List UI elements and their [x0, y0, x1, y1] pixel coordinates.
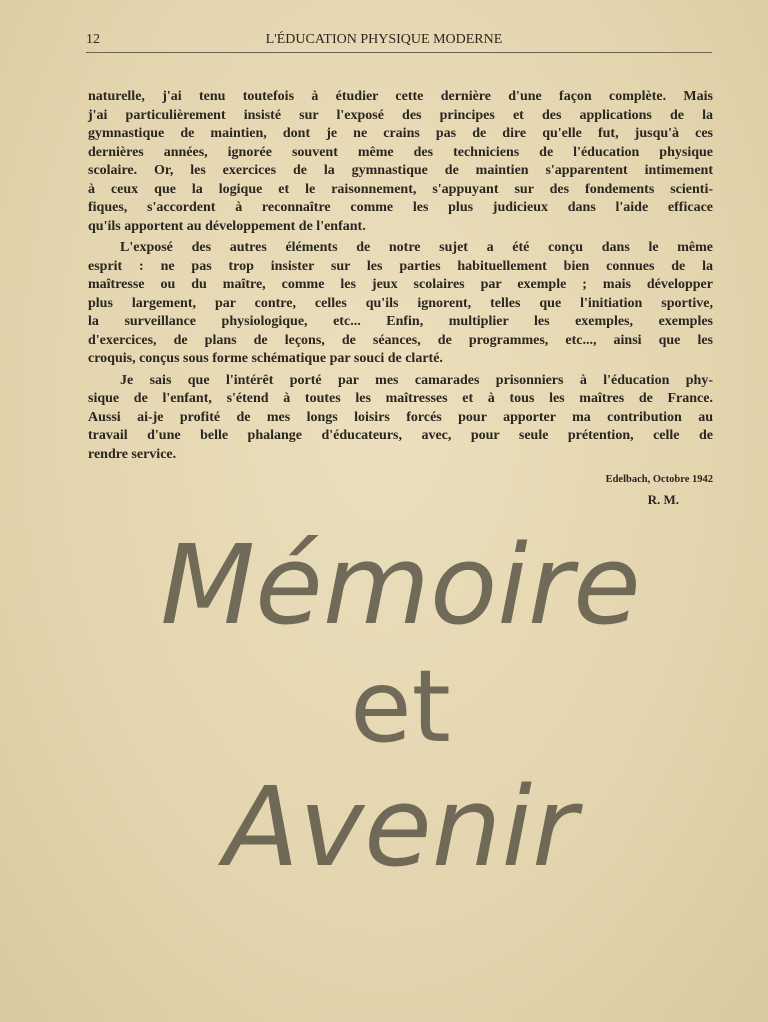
text-line: croquis, conçus sous forme schématique par souci de clarté.: [88, 351, 443, 366]
text-line: scolaire. Or, les exercices de la gymnastique de maintien s'apparentent intimement: [88, 163, 713, 178]
text-line: plus largement, par contre, celles qu'ils ignorent, telles que l'initiation sportive,: [88, 295, 713, 311]
text-line: travail d'une belle phalange d'éducateurs, avec, pour seule prétention, celle de: [88, 428, 713, 443]
signature-initials: R. M.: [647, 492, 679, 507]
text-line: d'exercices, de plans de leçons, de séances, de programmes, etc..., ainsi que les: [88, 332, 713, 348]
text-line: la surveillance physiologique, etc... Enfin, multiplier les exemples, exemples: [88, 314, 713, 329]
watermark-memoire: Mémoire: [160, 521, 641, 649]
text-line: qu'ils apportent au développement de l'enfant.: [88, 218, 366, 234]
header-rule: [86, 52, 712, 53]
text-line: Aussi ai-je profité de mes longs loisirs forcés pour apporter ma contribution au: [88, 409, 713, 425]
paragraph-2: [88, 239, 713, 369]
text-line: esprit : ne pas trop insister sur les parties habituellement bien connues de la: [88, 258, 713, 274]
watermark-avenir: Avenir: [223, 762, 578, 891]
text-line: fiques, s'accordent à reconnaître comme les plus judicieux dans l'aide efficace: [88, 200, 713, 215]
text-line: sique de l'enfant, s'étend à toutes les maîtresses et à tous les maîtres de France.: [88, 391, 713, 406]
text-line: Je sais que l'intérêt porté par mes camarades prisonniers à l'éducation phy-: [120, 372, 713, 388]
text-line: maîtresse ou du maître, comme les jeux scolaires par exemple ; mais développer: [88, 277, 713, 292]
body-text: [88, 88, 713, 890]
signature: [88, 472, 713, 512]
watermark-et: et: [350, 647, 451, 765]
text-line: à ceux que la logique et le raisonnement, s'appuyant sur des fondements scienti-: [88, 181, 713, 197]
page-number: 12: [86, 32, 100, 47]
paragraph-1: [88, 88, 713, 236]
text-line: rendre service.: [88, 446, 177, 462]
text-line: L'exposé des autres éléments de notre sujet a été conçu dans le même: [120, 240, 713, 255]
text-line: naturelle, j'ai tenu toutefois à étudier cette dernière d'une façon complète. Mais: [88, 89, 713, 104]
text-line: j'ai particulièrement insisté sur l'exposé des principes et des applications de la: [88, 107, 713, 123]
signature-place-date: Edelbach, Octobre 1942: [605, 474, 713, 485]
text-line: dernières années, ignorée souvent même des techniciens de l'éducation physique: [88, 144, 713, 160]
watermark: [88, 522, 713, 890]
paragraph-3: [88, 372, 713, 465]
running-title: L'ÉDUCATION PHYSIQUE MODERNE: [265, 32, 503, 47]
text-line: gymnastique de maintien, dont je ne crains pas de dire qu'elle fut, jusqu'à ces: [88, 126, 713, 141]
